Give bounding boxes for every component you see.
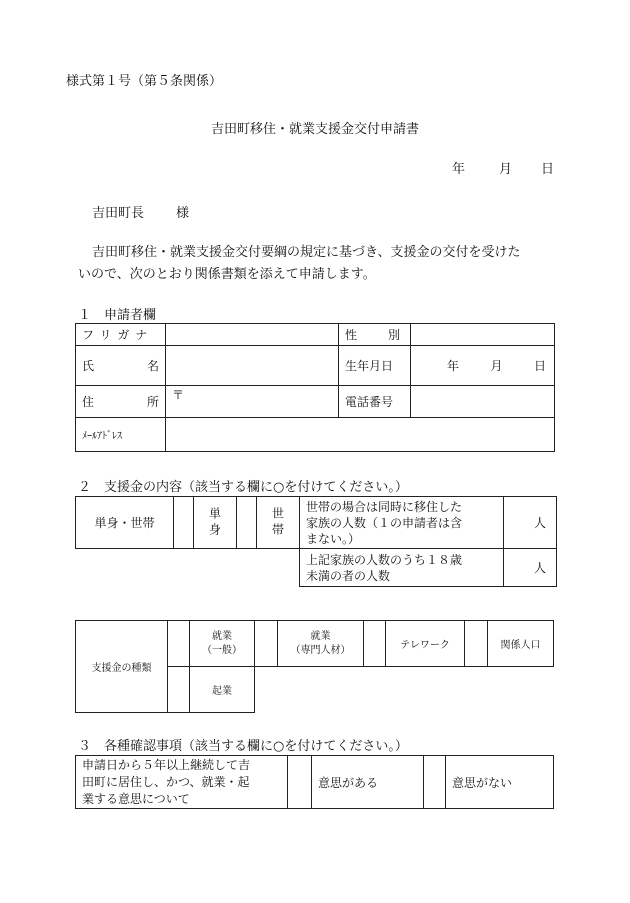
employment-general-check[interactable] xyxy=(168,621,190,667)
under18-count-field[interactable] xyxy=(504,549,557,587)
furigana-label: フリガナ xyxy=(76,324,166,346)
under18-label: 上記家族の人数のうち１８歳 未満の者の人数 xyxy=(300,549,504,587)
related-population-check[interactable] xyxy=(465,621,488,667)
person-unit: 人 xyxy=(533,516,546,530)
intro-line-2: いので、次のとおり関係書類を添えて申請します。 xyxy=(78,267,376,282)
email-field[interactable] xyxy=(166,418,555,452)
household-label: 世帯 xyxy=(257,497,300,549)
person-unit-2: 人 xyxy=(533,561,546,575)
intention-yes-check[interactable] xyxy=(288,756,312,809)
household-check-cell[interactable] xyxy=(237,497,257,549)
date-year-label: 年 xyxy=(452,162,466,177)
section2-heading: ２ 支援金の内容（該当する欄に○を付けてください。） xyxy=(78,480,408,495)
family-count-label: 世帯の場合は同時に移住した 家族の人数（１の申請者は含 まない。） xyxy=(300,497,504,549)
telework-check[interactable] xyxy=(364,621,386,667)
intention-no-label: 意思がない xyxy=(446,756,554,809)
single-label: 単身 xyxy=(194,497,237,549)
support-kind-label: 支援金の種類 xyxy=(76,621,168,713)
blank-area-2 xyxy=(255,667,554,713)
startup-check[interactable] xyxy=(168,667,190,713)
intro-line-1: 吉田町移住・就業支援金交付要綱の規定に基づき、支援金の交付を受けた xyxy=(92,245,521,260)
postal-mark: 〒 xyxy=(172,388,185,402)
birthdate-field[interactable]: 年 月 日 xyxy=(411,346,555,386)
section3-heading: ３ 各種確認事項（該当する欄に○を付けてください。） xyxy=(78,739,408,754)
blank-area xyxy=(76,549,300,587)
addressee-name: 吉田町長 xyxy=(92,206,145,221)
addressee-honorific: 様 xyxy=(176,206,190,221)
address-label: 住 所 xyxy=(76,386,166,418)
gender-label: 性 別 xyxy=(339,324,411,346)
date-month-label: 月 xyxy=(499,162,513,177)
support-content-table xyxy=(75,496,557,587)
single-check-cell[interactable] xyxy=(174,497,194,549)
telework-label: テレワーク xyxy=(386,621,465,667)
page-title: 吉田町移住・就業支援金交付申請書 xyxy=(210,122,419,137)
phone-label: 電話番号 xyxy=(339,386,411,418)
section1-heading: １ 申請者欄 xyxy=(78,308,157,323)
phone-field[interactable] xyxy=(411,386,555,418)
gender-field[interactable] xyxy=(411,324,555,346)
intention-question: 申請日から５年以上継続して吉 田町に居住し、かつ、就業・起 業する意思について xyxy=(76,756,288,809)
name-field[interactable] xyxy=(166,346,339,386)
applicant-table xyxy=(75,323,555,452)
support-kind-table xyxy=(75,620,554,713)
single-household-label: 単身・世帯 xyxy=(76,497,174,549)
employment-general-label: 就業 （一般） xyxy=(190,621,255,667)
intention-no-check[interactable] xyxy=(424,756,446,809)
email-label: ﾒｰﾙｱﾄﾞﾚｽ xyxy=(76,418,166,452)
intention-yes-label: 意思がある xyxy=(312,756,424,809)
date-day-label: 日 xyxy=(541,162,555,177)
related-population-label: 関係人口 xyxy=(488,621,554,667)
furigana-field[interactable] xyxy=(166,324,339,346)
confirmation-table xyxy=(75,755,554,809)
startup-label: 起業 xyxy=(190,667,255,713)
employment-specialist-label: 就業 （専門人材） xyxy=(278,621,364,667)
address-field[interactable] xyxy=(166,386,339,418)
form-number: 様式第１号（第５条関係） xyxy=(66,74,223,89)
employment-specialist-check[interactable] xyxy=(255,621,278,667)
family-count-field[interactable] xyxy=(504,497,557,549)
name-label: 氏 名 xyxy=(76,346,166,386)
birthdate-label: 生年月日 xyxy=(339,346,411,386)
